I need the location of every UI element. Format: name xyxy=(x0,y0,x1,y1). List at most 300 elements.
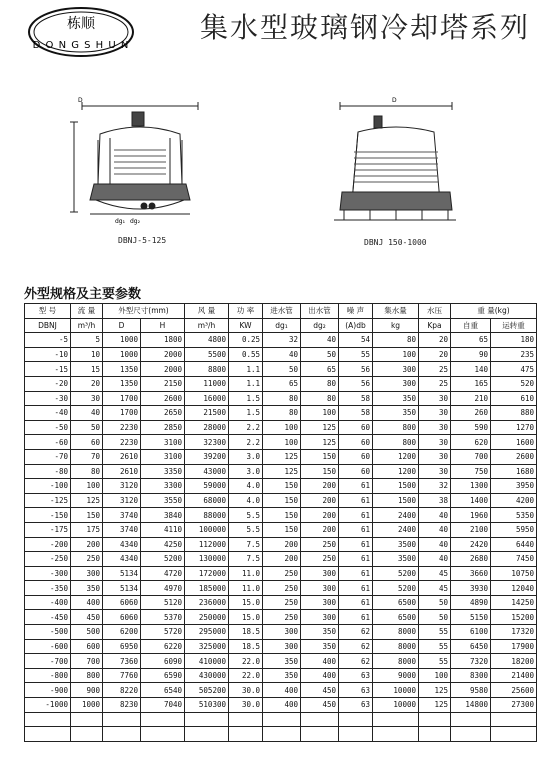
table-cell: 1270 xyxy=(491,420,537,435)
table-cell: 59000 xyxy=(185,479,229,494)
table-cell: 62 xyxy=(339,654,373,669)
table-row xyxy=(25,420,537,435)
table-cell: 30.0 xyxy=(229,698,263,713)
table-cell: 4340 xyxy=(103,552,141,567)
table-cell: 450 xyxy=(301,683,339,698)
table-cell: 80 xyxy=(301,376,339,391)
table-cell: 22.0 xyxy=(229,668,263,683)
table-cell: 125 xyxy=(301,420,339,435)
table-cell: 5200 xyxy=(141,552,185,567)
table-cell: 7360 xyxy=(103,654,141,669)
table-cell: 235 xyxy=(491,347,537,362)
table-cell: 150 xyxy=(263,522,301,537)
table-cell: 125 xyxy=(419,683,451,698)
table-cell: 65 xyxy=(301,362,339,377)
table-cell: 300 xyxy=(373,376,419,391)
table-cell: 11.0 xyxy=(229,581,263,596)
table-cell: 2420 xyxy=(451,537,491,552)
table-cell: 6440 xyxy=(491,537,537,552)
table-cell: 3740 xyxy=(103,508,141,523)
table-cell: 2230 xyxy=(103,435,141,450)
table-cell: 20 xyxy=(419,347,451,362)
table-cell: 1000 xyxy=(103,347,141,362)
table-cell: 1700 xyxy=(103,406,141,421)
table-cell: 250 xyxy=(263,610,301,625)
svg-text:dg₁: dg₁ xyxy=(115,218,126,225)
table-cell: 61 xyxy=(339,610,373,625)
table-cell: 172000 xyxy=(185,566,229,581)
table-cell: 2400 xyxy=(373,508,419,523)
table-cell: -700 xyxy=(25,654,71,669)
table-cell: 5370 xyxy=(141,610,185,625)
table-cell: 4970 xyxy=(141,581,185,596)
table-cell: -125 xyxy=(25,493,71,508)
table-cell: 61 xyxy=(339,522,373,537)
table-cell: 6200 xyxy=(103,625,141,640)
table-cell: 5720 xyxy=(141,625,185,640)
table-cell: 200 xyxy=(301,522,339,537)
table-cell: 30 xyxy=(419,464,451,479)
table-cell: 100000 xyxy=(185,522,229,537)
table-cell: 8000 xyxy=(373,625,419,640)
table-cell: 2850 xyxy=(141,420,185,435)
table-cell: 9580 xyxy=(451,683,491,698)
table-cell: 6100 xyxy=(451,625,491,640)
table-cell: 88000 xyxy=(185,508,229,523)
table-cell: 14800 xyxy=(451,698,491,713)
table-cell: 200 xyxy=(71,537,103,552)
table-cell: 14250 xyxy=(491,595,537,610)
table-cell: 63 xyxy=(339,668,373,683)
table-cell: 6540 xyxy=(141,683,185,698)
table-cell: 4.0 xyxy=(229,493,263,508)
table-cell: 300 xyxy=(301,595,339,610)
table-cell: 300 xyxy=(301,566,339,581)
table-cell: 3660 xyxy=(451,566,491,581)
table-cell: 3500 xyxy=(373,552,419,567)
table-cell: 6090 xyxy=(141,654,185,669)
table-cell: -80 xyxy=(25,464,71,479)
table-cell: 7450 xyxy=(491,552,537,567)
table-cell: 350 xyxy=(71,581,103,596)
spec-table xyxy=(24,303,537,742)
table-cell: 130000 xyxy=(185,552,229,567)
table-cell: 450 xyxy=(71,610,103,625)
table-cell: 200 xyxy=(301,508,339,523)
table-cell: 60 xyxy=(339,420,373,435)
table-cell: 2230 xyxy=(103,420,141,435)
table-cell: 50 xyxy=(301,347,339,362)
table-cell: 5120 xyxy=(141,595,185,610)
table-cell: 15 xyxy=(71,362,103,377)
table-cell: 200 xyxy=(301,479,339,494)
svg-text:栋顺: 栋顺 xyxy=(67,16,95,32)
table-cell: 250 xyxy=(263,566,301,581)
empty-table-row xyxy=(25,727,537,742)
table-cell: 510300 xyxy=(185,698,229,713)
table-cell: -15 xyxy=(25,362,71,377)
table-row xyxy=(25,347,537,362)
table-cell: 3840 xyxy=(141,508,185,523)
table-cell: 5.5 xyxy=(229,522,263,537)
table-cell: 2000 xyxy=(141,347,185,362)
table-cell: 60 xyxy=(339,435,373,450)
tower-drawing-small xyxy=(70,92,210,232)
table-cell: 8220 xyxy=(103,683,141,698)
table-cell: 1200 xyxy=(373,464,419,479)
table-cell: 56 xyxy=(339,376,373,391)
table-cell: 3740 xyxy=(103,522,141,537)
table-cell: -5 xyxy=(25,333,71,348)
table-cell: 63 xyxy=(339,683,373,698)
table-cell: 125 xyxy=(301,435,339,450)
table-cell: 300 xyxy=(301,610,339,625)
table-cell: 325000 xyxy=(185,639,229,654)
figure-caption-small: DBNJ-5-125 xyxy=(118,236,167,245)
table-cell: -400 xyxy=(25,595,71,610)
table-row xyxy=(25,333,537,348)
table-cell: 30 xyxy=(419,420,451,435)
table-cell: 125 xyxy=(263,464,301,479)
table-cell: 40 xyxy=(419,508,451,523)
table-cell: 7760 xyxy=(103,668,141,683)
table-row xyxy=(25,683,537,698)
table-cell: 3100 xyxy=(141,435,185,450)
table-cell: 400 xyxy=(263,698,301,713)
table-cell: 400 xyxy=(71,595,103,610)
table-cell: 150 xyxy=(301,449,339,464)
table-row xyxy=(25,566,537,581)
table-cell: 40 xyxy=(419,552,451,567)
table-cell: 2000 xyxy=(141,362,185,377)
table-cell: 4110 xyxy=(141,522,185,537)
table-cell: -20 xyxy=(25,376,71,391)
table-cell: -1000 xyxy=(25,698,71,713)
table-cell: 0.25 xyxy=(229,333,263,348)
table-cell: 58 xyxy=(339,406,373,421)
table-cell: 2150 xyxy=(141,376,185,391)
table-cell: 65 xyxy=(263,376,301,391)
table-cell: 1350 xyxy=(103,376,141,391)
table-cell: 1300 xyxy=(451,479,491,494)
table-cell: 30 xyxy=(71,391,103,406)
svg-text:D O N G S H U N: D O N G S H U N xyxy=(32,40,130,51)
table-cell: 350 xyxy=(373,406,419,421)
table-cell: 1700 xyxy=(103,391,141,406)
table-cell: 100 xyxy=(419,668,451,683)
table-row xyxy=(25,522,537,537)
table-cell: 12040 xyxy=(491,581,537,596)
header-row: DBNJ m³/h D H m³/h KW dg₁ dg₂ (A)db kg Kpa 自重 运转重 xyxy=(25,318,537,333)
table-cell: 7.5 xyxy=(229,537,263,552)
table-cell: 62 xyxy=(339,625,373,640)
table-cell: 2600 xyxy=(141,391,185,406)
table-cell: 180 xyxy=(491,333,537,348)
table-cell: 30.0 xyxy=(229,683,263,698)
table-cell: 250000 xyxy=(185,610,229,625)
table-cell: 2400 xyxy=(373,522,419,537)
table-cell: 60 xyxy=(71,435,103,450)
table-cell: -10 xyxy=(25,347,71,362)
table-cell: 165 xyxy=(451,376,491,391)
table-cell: 3120 xyxy=(103,479,141,494)
table-cell: 17320 xyxy=(491,625,537,640)
table-cell: 40 xyxy=(71,406,103,421)
table-row xyxy=(25,391,537,406)
table-cell: 55 xyxy=(419,639,451,654)
section-title: 外型规格及主要参数 xyxy=(24,287,142,302)
table-cell: 10000 xyxy=(373,698,419,713)
table-cell: 2.2 xyxy=(229,420,263,435)
table-cell: 8000 xyxy=(373,654,419,669)
table-cell: 9000 xyxy=(373,668,419,683)
table-cell: 350 xyxy=(263,654,301,669)
table-cell: 112000 xyxy=(185,537,229,552)
table-row xyxy=(25,654,537,669)
table-cell: 1680 xyxy=(491,464,537,479)
table-cell: 600 xyxy=(71,639,103,654)
tower-drawing-large xyxy=(330,92,460,232)
table-row xyxy=(25,493,537,508)
table-cell: -30 xyxy=(25,391,71,406)
table-cell: 5200 xyxy=(373,581,419,596)
table-cell: 68000 xyxy=(185,493,229,508)
table-cell: 2610 xyxy=(103,449,141,464)
table-cell: 7.5 xyxy=(229,552,263,567)
table-cell: 1000 xyxy=(71,698,103,713)
table-cell: 300 xyxy=(71,566,103,581)
table-cell: 500 xyxy=(71,625,103,640)
table-cell: 11.0 xyxy=(229,566,263,581)
table-cell: 150 xyxy=(263,479,301,494)
table-cell: 4720 xyxy=(141,566,185,581)
table-cell: 350 xyxy=(301,625,339,640)
table-cell: 6590 xyxy=(141,668,185,683)
table-cell: 1350 xyxy=(103,362,141,377)
table-cell: 3.0 xyxy=(229,449,263,464)
table-cell: 20 xyxy=(71,376,103,391)
table-cell: 800 xyxy=(373,435,419,450)
table-cell: -200 xyxy=(25,537,71,552)
table-cell: 350 xyxy=(373,391,419,406)
table-row xyxy=(25,639,537,654)
table-cell: -350 xyxy=(25,581,71,596)
table-cell: 1500 xyxy=(373,493,419,508)
table-cell: 15.0 xyxy=(229,595,263,610)
table-cell: 21400 xyxy=(491,668,537,683)
table-cell: 5134 xyxy=(103,566,141,581)
table-cell: 250 xyxy=(301,552,339,567)
table-cell: 1500 xyxy=(373,479,419,494)
table-cell: 1600 xyxy=(491,435,537,450)
table-cell: 63 xyxy=(339,698,373,713)
table-cell: 50 xyxy=(419,595,451,610)
table-cell: 50 xyxy=(263,362,301,377)
table-cell: 475 xyxy=(491,362,537,377)
table-cell: -600 xyxy=(25,639,71,654)
table-cell: 6060 xyxy=(103,595,141,610)
table-cell: 11000 xyxy=(185,376,229,391)
table-cell: 61 xyxy=(339,479,373,494)
table-cell: 300 xyxy=(263,639,301,654)
table-cell: 32 xyxy=(419,479,451,494)
table-cell: 60 xyxy=(339,449,373,464)
table-cell: 6220 xyxy=(141,639,185,654)
table-cell: 3550 xyxy=(141,493,185,508)
table-cell: 250 xyxy=(263,595,301,610)
table-cell: 2.2 xyxy=(229,435,263,450)
table-cell: 6500 xyxy=(373,595,419,610)
table-cell: 1960 xyxy=(451,508,491,523)
table-cell: 250 xyxy=(263,581,301,596)
table-cell: 4.0 xyxy=(229,479,263,494)
table-cell: -250 xyxy=(25,552,71,567)
table-cell: 50 xyxy=(71,420,103,435)
table-cell: 300 xyxy=(263,625,301,640)
table-cell: 6450 xyxy=(451,639,491,654)
table-cell: 150 xyxy=(301,464,339,479)
table-cell: 4250 xyxy=(141,537,185,552)
table-cell: 8230 xyxy=(103,698,141,713)
table-cell: 4890 xyxy=(451,595,491,610)
table-cell: 50 xyxy=(419,610,451,625)
table-cell: 58 xyxy=(339,391,373,406)
table-cell: 3.0 xyxy=(229,464,263,479)
table-cell: 200 xyxy=(263,537,301,552)
table-row xyxy=(25,508,537,523)
table-row xyxy=(25,362,537,377)
table-cell: 70 xyxy=(71,449,103,464)
table-cell: 620 xyxy=(451,435,491,450)
table-cell: -150 xyxy=(25,508,71,523)
table-cell: 100 xyxy=(301,406,339,421)
table-cell: 5950 xyxy=(491,522,537,537)
table-cell: 10 xyxy=(71,347,103,362)
table-cell: 4200 xyxy=(491,493,537,508)
table-cell: 61 xyxy=(339,493,373,508)
table-cell: 250 xyxy=(301,537,339,552)
table-cell: 410000 xyxy=(185,654,229,669)
table-cell: 18.5 xyxy=(229,639,263,654)
table-cell: 185000 xyxy=(185,581,229,596)
table-cell: 6060 xyxy=(103,610,141,625)
table-cell: 100 xyxy=(71,479,103,494)
table-cell: 430000 xyxy=(185,668,229,683)
table-cell: 1.5 xyxy=(229,406,263,421)
table-row xyxy=(25,406,537,421)
table-cell: -100 xyxy=(25,479,71,494)
table-cell: 210 xyxy=(451,391,491,406)
table-cell: 1400 xyxy=(451,493,491,508)
table-row xyxy=(25,625,537,640)
table-cell: 40 xyxy=(301,333,339,348)
table-cell: 3350 xyxy=(141,464,185,479)
table-row xyxy=(25,537,537,552)
table-cell: 2650 xyxy=(141,406,185,421)
table-cell: 125 xyxy=(71,493,103,508)
table-cell: 25 xyxy=(419,362,451,377)
table-cell: 80 xyxy=(301,391,339,406)
table-cell: 900 xyxy=(71,683,103,698)
table-cell: 150 xyxy=(263,508,301,523)
table-cell: 5.5 xyxy=(229,508,263,523)
table-cell: 400 xyxy=(301,654,339,669)
table-cell: 1.1 xyxy=(229,376,263,391)
table-cell: 16000 xyxy=(185,391,229,406)
table-cell: 0.55 xyxy=(229,347,263,362)
table-cell: 150 xyxy=(71,508,103,523)
table-cell: 22.0 xyxy=(229,654,263,669)
table-row xyxy=(25,376,537,391)
table-cell: 80 xyxy=(263,406,301,421)
table-cell: 17900 xyxy=(491,639,537,654)
table-cell: 100 xyxy=(373,347,419,362)
table-cell: 6950 xyxy=(103,639,141,654)
table-cell: 5134 xyxy=(103,581,141,596)
table-cell: 28000 xyxy=(185,420,229,435)
table-cell: 350 xyxy=(263,668,301,683)
table-cell: 80 xyxy=(263,391,301,406)
table-cell: 100 xyxy=(263,420,301,435)
table-cell: 8000 xyxy=(373,639,419,654)
table-row xyxy=(25,581,537,596)
table-cell: 45 xyxy=(419,581,451,596)
table-cell: 125 xyxy=(419,698,451,713)
table-row xyxy=(25,464,537,479)
table-cell: 5200 xyxy=(373,566,419,581)
table-cell: 20 xyxy=(419,333,451,348)
table-cell: 55 xyxy=(339,347,373,362)
table-row xyxy=(25,449,537,464)
table-cell: 3120 xyxy=(103,493,141,508)
table-cell: 32 xyxy=(263,333,301,348)
table-cell: 40 xyxy=(263,347,301,362)
table-row xyxy=(25,698,537,713)
table-cell: 236000 xyxy=(185,595,229,610)
table-cell: 90 xyxy=(451,347,491,362)
table-cell: 54 xyxy=(339,333,373,348)
table-cell: -500 xyxy=(25,625,71,640)
table-cell: 590 xyxy=(451,420,491,435)
table-cell: 61 xyxy=(339,581,373,596)
table-cell: 100 xyxy=(263,435,301,450)
table-cell: 125 xyxy=(263,449,301,464)
table-cell: 60 xyxy=(339,464,373,479)
table-cell: -50 xyxy=(25,420,71,435)
table-cell: 3300 xyxy=(141,479,185,494)
table-cell: 61 xyxy=(339,595,373,610)
table-cell: 5350 xyxy=(491,508,537,523)
table-cell: 38 xyxy=(419,493,451,508)
dim-label-d: D xyxy=(78,97,83,104)
table-cell: 43000 xyxy=(185,464,229,479)
table-cell: 30 xyxy=(419,449,451,464)
table-cell: 800 xyxy=(373,420,419,435)
table-cell: 32300 xyxy=(185,435,229,450)
table-cell: 260 xyxy=(451,406,491,421)
table-cell: 61 xyxy=(339,552,373,567)
table-cell: 8800 xyxy=(185,362,229,377)
table-cell: 505200 xyxy=(185,683,229,698)
svg-text:D: D xyxy=(392,97,397,104)
table-cell: 55 xyxy=(419,625,451,640)
table-cell: -300 xyxy=(25,566,71,581)
table-cell: 3950 xyxy=(491,479,537,494)
table-cell: 4800 xyxy=(185,333,229,348)
table-row xyxy=(25,595,537,610)
table-cell: 6500 xyxy=(373,610,419,625)
table-cell: 61 xyxy=(339,566,373,581)
